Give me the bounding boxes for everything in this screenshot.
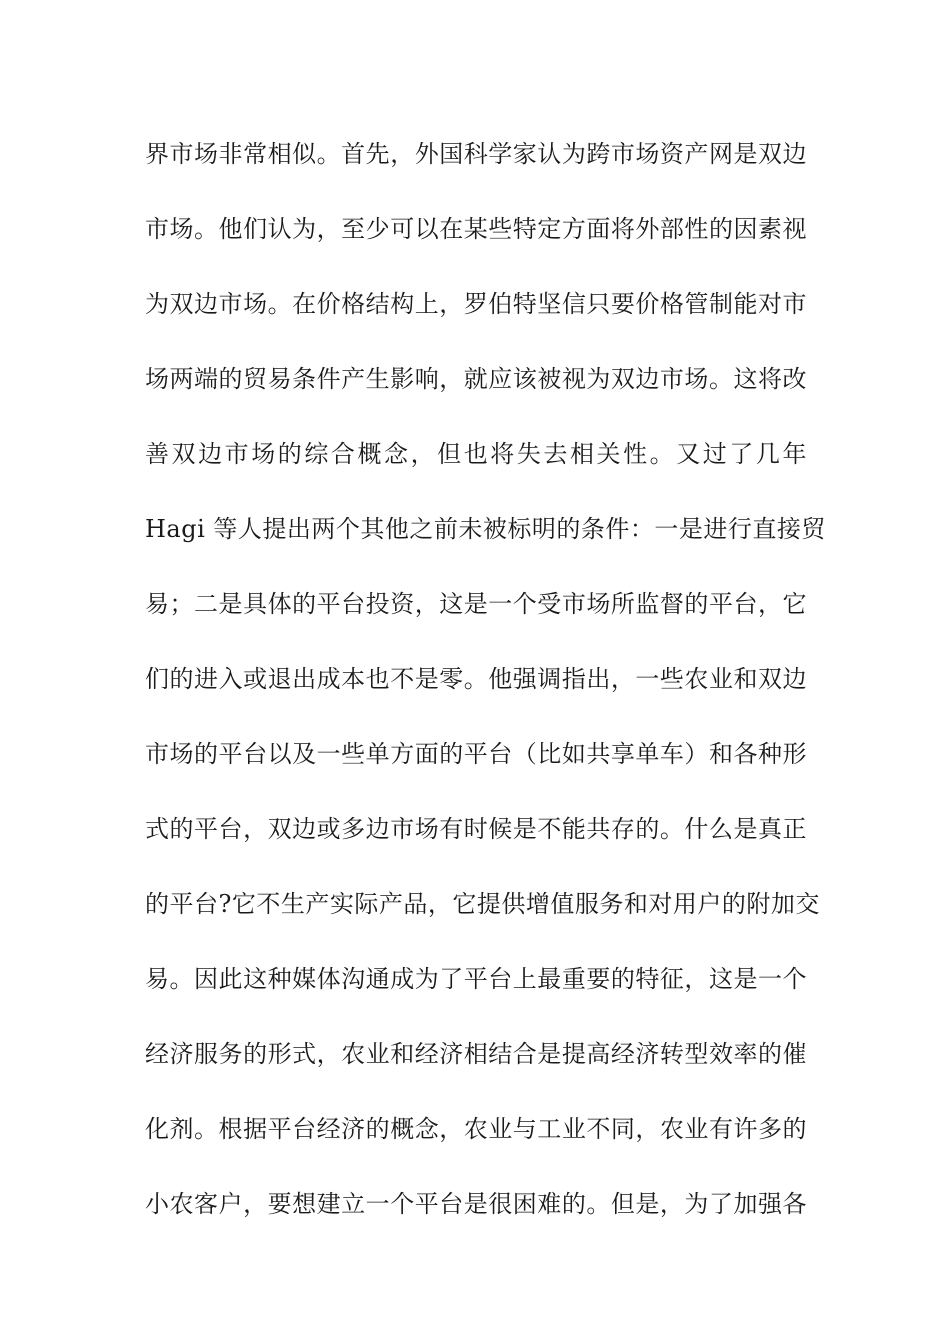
text-line: 的平台?它不生产实际产品，它提供增值服务和对用户的附加交 — [145, 890, 820, 918]
text-line: 易。因此这种媒体沟通成为了平台上最重要的特征，这是一个 — [145, 965, 807, 993]
text-line: 易；二是具体的平台投资，这是一个受市场所监督的平台，它 — [145, 590, 807, 618]
body-paragraph — [145, 134, 826, 1259]
text-line: Hagi 等人提出两个其他之前未被标明的条件：一是进行直接贸 — [145, 515, 826, 543]
text-line: 式的平台，双边或多边市场有时候是不能共存的。什么是真正 — [145, 815, 807, 843]
text-line: 界市场非常相似。首先，外国科学家认为跨市场资产网是双边 — [145, 140, 807, 168]
text-line: 市场的平台以及一些单方面的平台（比如共享单车）和各种形 — [145, 740, 807, 768]
text-line: 为双边市场。在价格结构上，罗伯特坚信只要价格管制能对市 — [145, 290, 807, 318]
text-line: 小农客户，要想建立一个平台是很困难的。但是，为了加强各 — [145, 1190, 807, 1218]
text-line: 经济服务的形式，农业和经济相结合是提高经济转型效率的催 — [145, 1040, 807, 1068]
text-line: 场两端的贸易条件产生影响，就应该被视为双边市场。这将改 — [145, 365, 807, 393]
text-line: 化剂。根据平台经济的概念，农业与工业不同，农业有许多的 — [145, 1115, 807, 1143]
text-line: 们的进入或退出成本也不是零。他强调指出，一些农业和双边 — [145, 665, 807, 693]
text-line: 善双边市场的综合概念，但也将失去相关性。又过了几年 — [145, 440, 807, 468]
text-line: 市场。他们认为，至少可以在某些特定方面将外部性的因素视 — [145, 215, 807, 243]
